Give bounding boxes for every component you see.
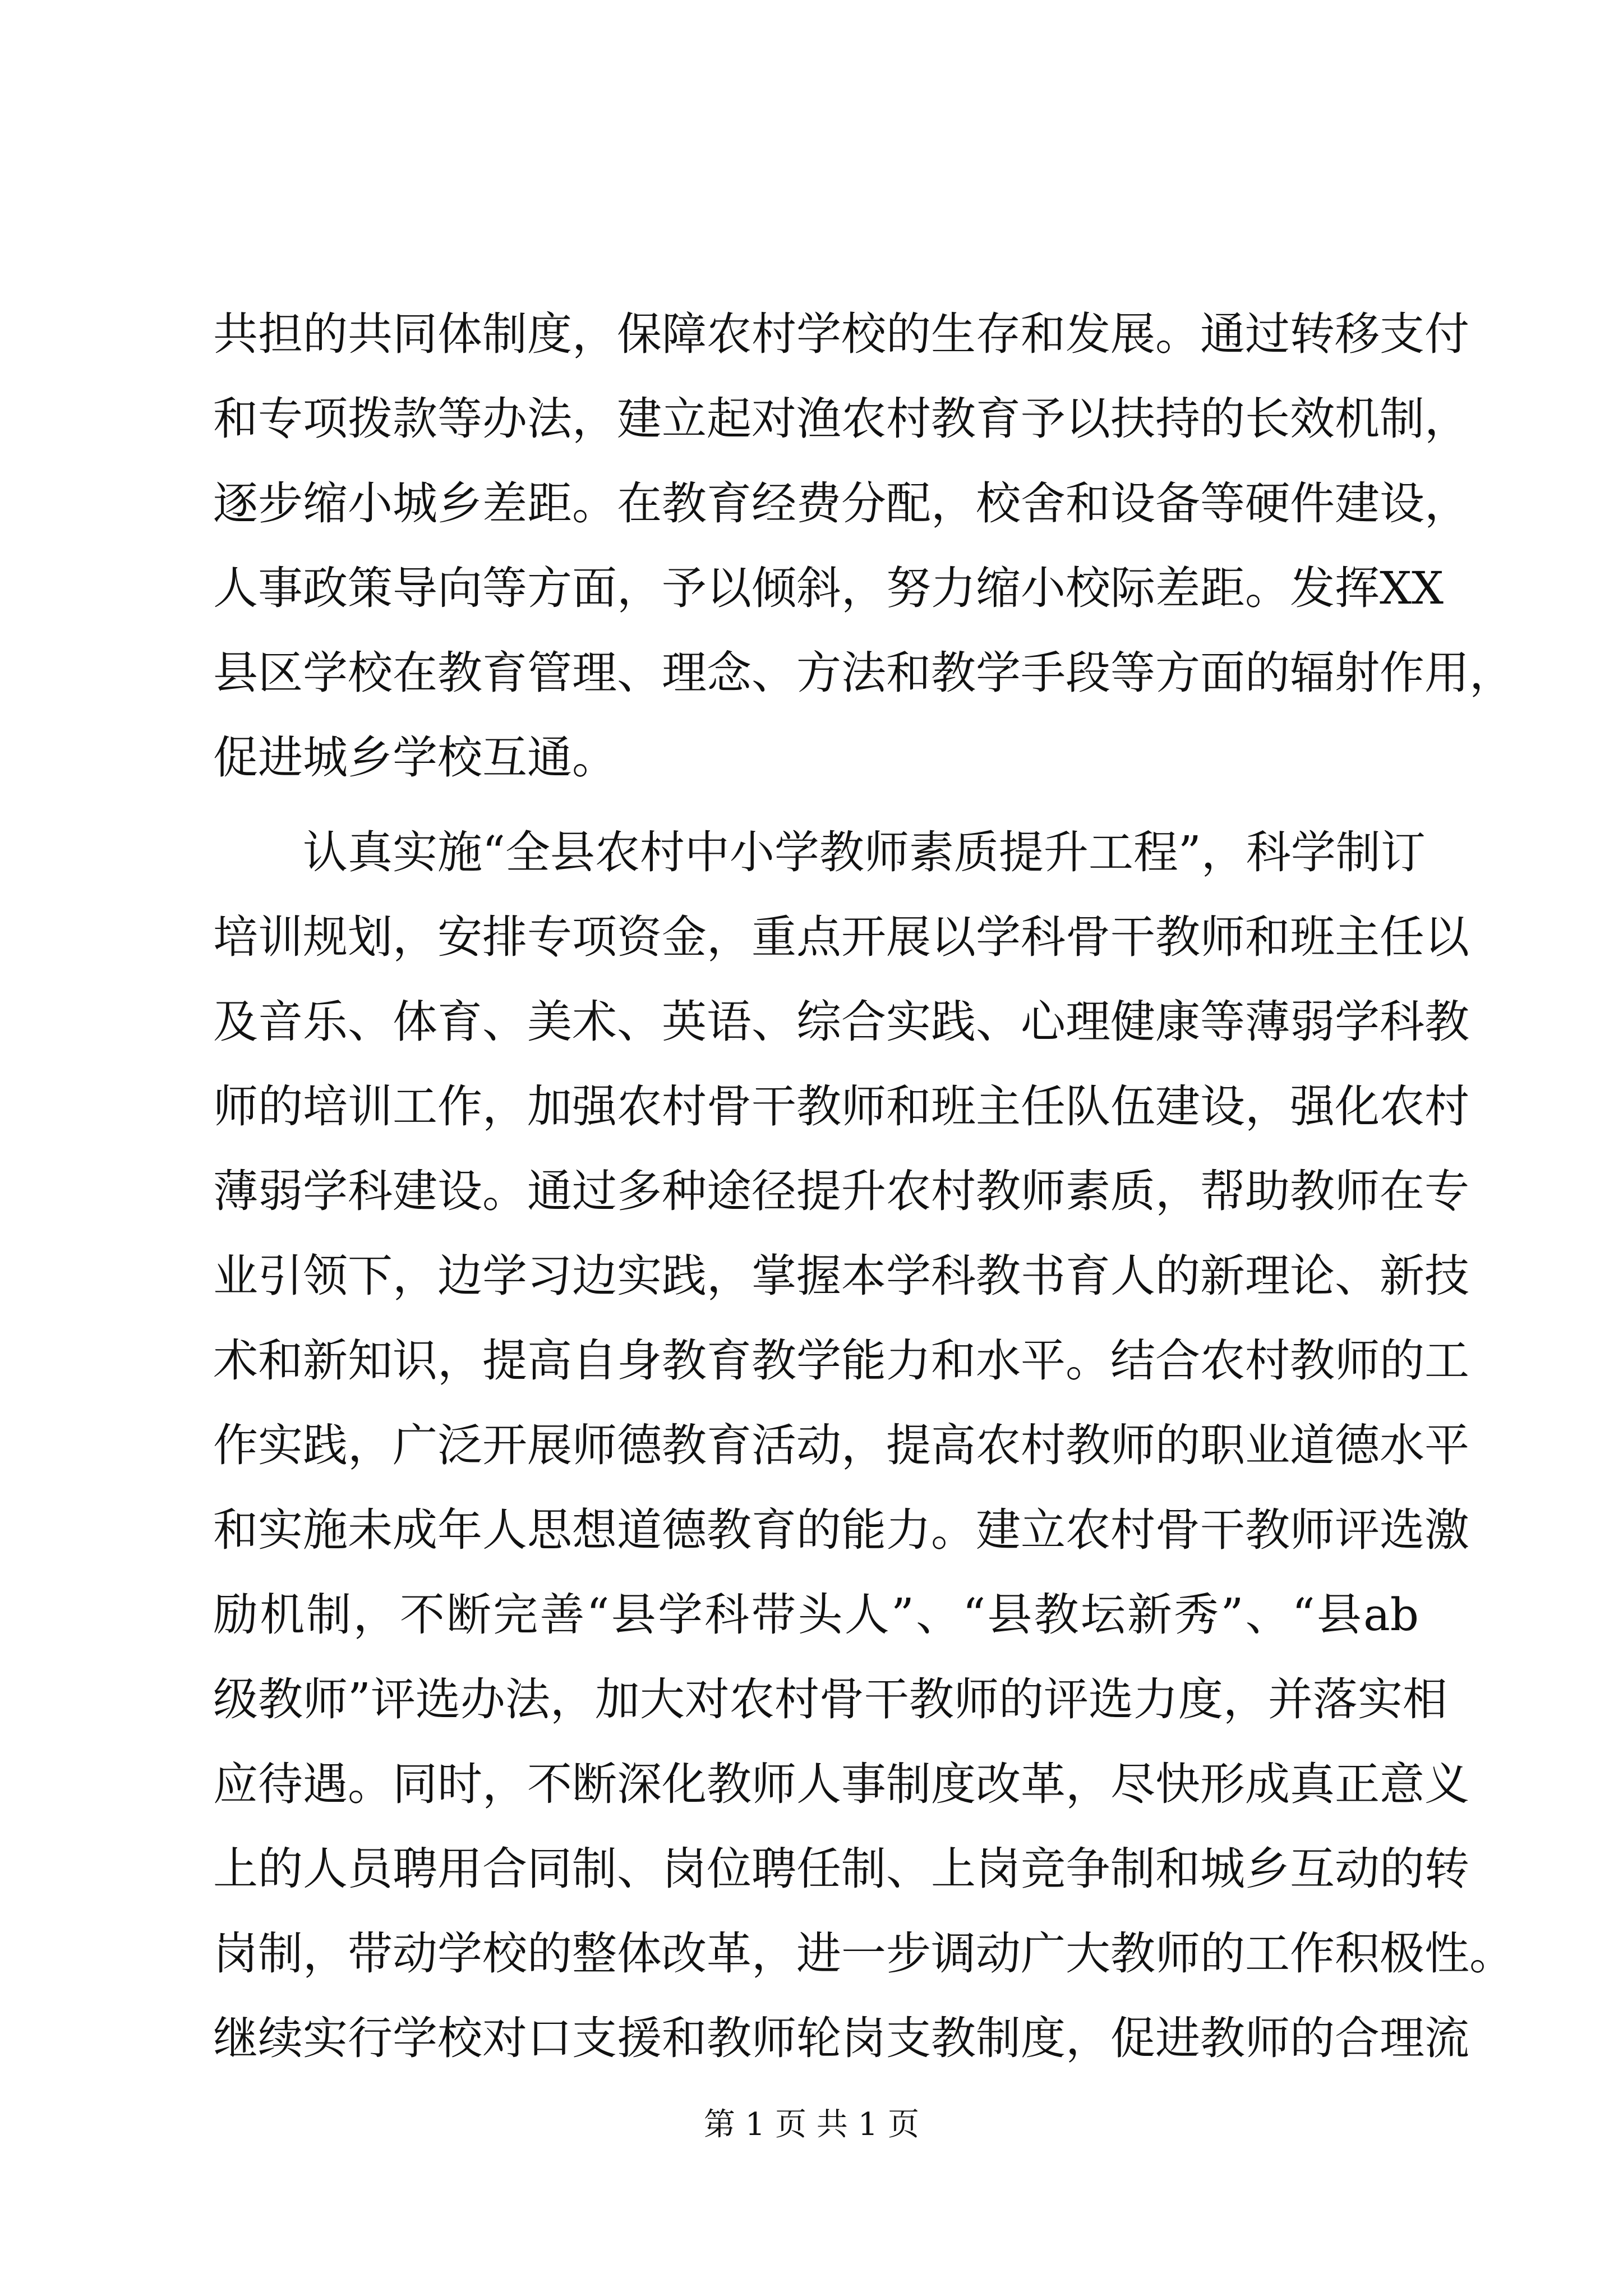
- text-line: 培训规划，安排专项资金，重点开展以学科骨干教师和班主任以: [213, 911, 1469, 963]
- text-line: 促进城乡学校互通。: [213, 731, 617, 784]
- text-line: 和实施未成年人思想道德教育的能力。建立农村骨干教师评选激: [213, 1504, 1469, 1556]
- paragraph-2: [213, 810, 1514, 2081]
- text-line: 作实践，广泛开展师德教育活动，提高农村教师的职业道德水平: [213, 1419, 1469, 1471]
- paragraph-spacer: [213, 800, 1419, 810]
- text-line: 继续实行学校对口支援和教师轮岗支教制度，促进教师的合理流: [213, 2012, 1469, 2064]
- text-line: 和专项拨款等办法，建立起对渔农村教育予以扶持的长效机制，: [213, 393, 1469, 445]
- text-line: 术和新知识，提高自身教育教学能力和水平。结合农村教师的工: [213, 1335, 1469, 1387]
- text-line: 逐步缩小城乡差距。在教育经费分配，校舍和设备等硬件建设，: [213, 477, 1469, 530]
- text-line: 级教师”评选办法，加大对农村骨干教师的评选力度，并落实相: [213, 1673, 1447, 1726]
- text-line: 共担的共同体制度，保障农村学校的生存和发展。通过转移支付: [213, 308, 1469, 360]
- text-line: 应待遇。同时，不断深化教师人事制度改革，尽快形成真正意义: [213, 1758, 1469, 1810]
- paragraph-1: [213, 292, 1514, 800]
- text-line: 薄弱学科建设。通过多种途径提升农村教师素质，帮助教师在专: [213, 1165, 1469, 1217]
- page-footer: 第 1 页 共 1 页: [703, 2106, 920, 2143]
- text-line: 励机制，不断完善“县学科带头人”、“县教坛新秀”、“县ab: [213, 1589, 1419, 1641]
- text-line: 岗制，带动学校的整体改革，进一步调动广大教师的工作积极性。: [213, 1927, 1514, 1980]
- text-line: 及音乐、体育、美术、英语、综合实践、心理健康等薄弱学科教: [213, 996, 1469, 1048]
- text-line: 认真实施“全县农村中小学教师素质提升工程”，科学制订: [303, 826, 1426, 878]
- text-line: 业引领下，边学习边实践，掌握本学科教书育人的新理论、新技: [213, 1250, 1469, 1302]
- text-line: 上的人员聘用合同制、岗位聘任制、上岗竞争制和城乡互动的转: [213, 1843, 1469, 1895]
- text-line: 师的培训工作，加强农村骨干教师和班主任队伍建设，强化农村: [213, 1080, 1469, 1133]
- text-line: 县区学校在教育管理、理念、方法和教学手段等方面的辐射作用，: [213, 647, 1514, 699]
- document-body: [213, 292, 1514, 2081]
- text-line: 人事政策导向等方面，予以倾斜，努力缩小校际差距。发挥XX: [213, 562, 1444, 614]
